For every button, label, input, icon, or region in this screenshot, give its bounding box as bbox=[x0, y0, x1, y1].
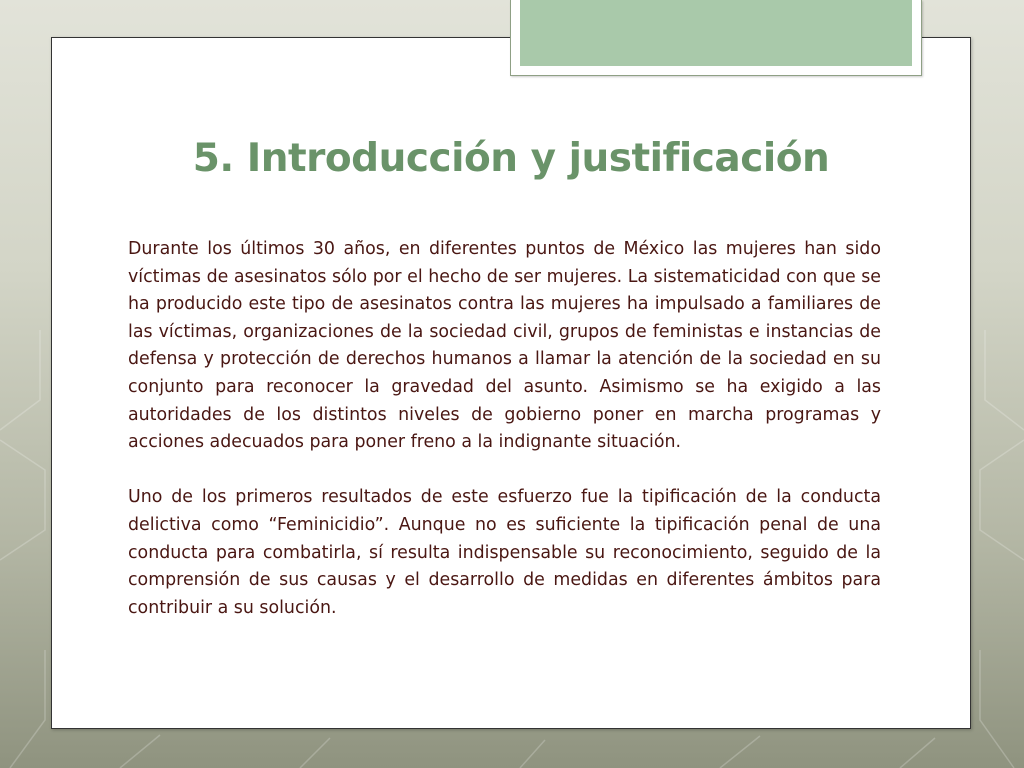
title-accent-tab bbox=[510, 0, 922, 76]
body-paragraph: Uno de los primeros resultados de este esfuerzo fue la tipificación de la conducta delictiva como “Feminicidio”. Aunque no es suficiente la tipificación penal de una conducta para combatirla, sí resulta indispensable su reconocimiento, seguido de la comprensión de sus causas y el desarrollo de medidas en diferentes ámbitos para contribuir a su solución. bbox=[128, 487, 881, 618]
slide-body bbox=[128, 236, 881, 650]
slide-title: 5. Introducción y justificación bbox=[192, 136, 830, 181]
body-paragraph: Durante los últimos 30 años, en diferentes puntos de México las mujeres han sido víctimas de asesinatos sólo por el hecho de ser mujeres. La sistematicidad con que se ha producido este tipo de asesinatos contra las mujeres ha impulsado a familiares de las víctimas, organizaciones de la sociedad civil, grupos de feministas e instancias de defensa y protección de derechos humanos a llamar la atención de la sociedad en su conjunto para reconocer la gravedad del asunto. Asimismo se ha exigido a las autoridades de los distintos niveles de gobierno poner en marcha programas y acciones adecuados para poner freno a la indignante situación. bbox=[128, 239, 881, 453]
title-accent-fill bbox=[520, 0, 912, 66]
